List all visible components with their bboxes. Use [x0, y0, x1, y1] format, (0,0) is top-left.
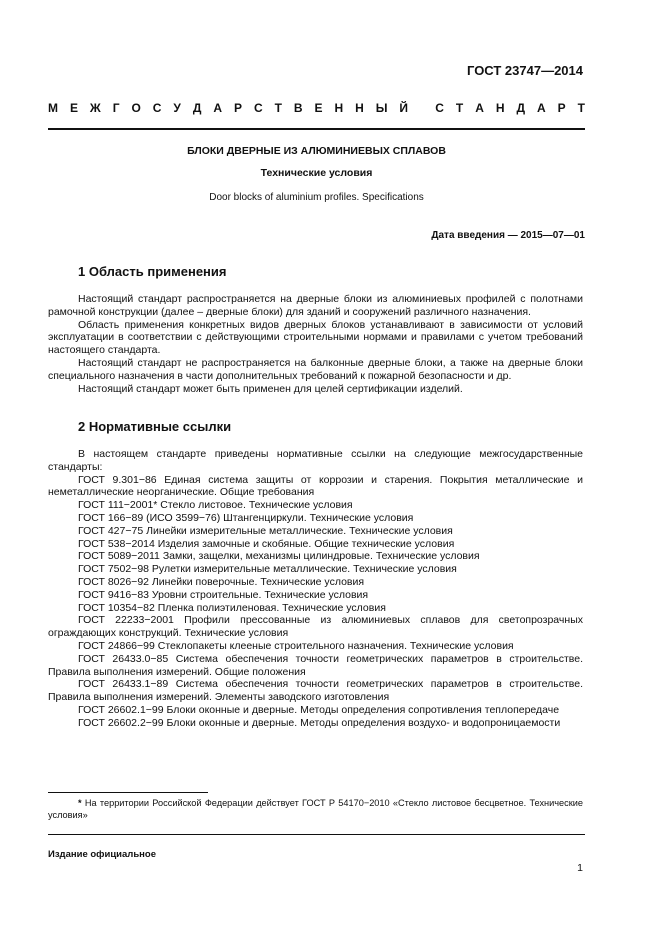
banner-letter: Т [577, 101, 585, 115]
document-code: ГОСТ 23747—2014 [467, 63, 583, 78]
reference-item: ГОСТ 8026−92 Линейки поверочные. Технические условия [78, 575, 365, 588]
banner-letter: Р [233, 101, 242, 115]
reference-item: ГОСТ 111−2001* Стекло листовое. Технические условия [78, 499, 353, 512]
footnote-text: На территории Российской Федерации действует ГОСТ Р 54170−2010 «Стекло листовое бесцветное. Технические условия» [48, 798, 583, 820]
reference-item: ГОСТ 22233−2001 Профили прессованные из алюминиевых сплавов для светопрозрачных ограждающих конструкций. Технические условия [48, 614, 583, 640]
paragraph: Настоящий стандарт не распространяется на балконные дверные блоки, а также на дверные блоки специального назначения в части дополнительных требований к пожарной безопасности и др. [48, 356, 583, 382]
section-2-heading: 2 Нормативные ссылки [78, 419, 232, 434]
banner-letter: Р [557, 101, 566, 115]
banner-letter: С [435, 101, 444, 115]
paragraph: Настоящий стандарт распространяется на дверные блоки из алюминиевых профилей с полотнами рамочной конструкции (далее – дверные блоки) для зданий и сооружений различного назначения. [48, 293, 583, 318]
banner-letter: Т [455, 101, 464, 115]
paragraph: Область применения конкретных видов дверных блоков устанавливают в зависимости от условий эксплуатации в соответствии с действующими строительными нормами и правилами с учетом требований настоящего стандарта. [48, 318, 583, 357]
section-2-body [48, 448, 583, 730]
section-1-heading: 1 Область применения [78, 264, 227, 279]
banner-letter: М [48, 101, 58, 115]
banner-letter: Н [355, 101, 364, 115]
document-title-english: Door blocks of aluminium profiles. Specifications [209, 192, 424, 203]
reference-item: ГОСТ 427−75 Линейки измерительные металлические. Технические условия [78, 524, 453, 537]
banner-letter: Й [399, 101, 409, 115]
banner-letter: Ж [89, 101, 101, 115]
reference-item: ГОСТ 7502−98 Рулетки измерительные металлические. Технические условия [78, 563, 457, 576]
banner-letter: Д [516, 101, 526, 115]
banner-letter: А [213, 101, 223, 115]
reference-item: ГОСТ 10354−82 Пленка полиэтиленовая. Технические условия [78, 601, 386, 614]
banner-letter: Т [274, 101, 282, 115]
reference-item: ГОСТ 26433.1−89 Система обеспечения точности геометрических параметров в строительстве. Правила выполнения измерений. Элементы заводского изготовления [48, 678, 583, 704]
banner-letter: Е [314, 101, 323, 115]
document-subtitle: Технические условия [260, 167, 373, 179]
banner-letter: Е [69, 101, 78, 115]
introduction-date: Дата введения — 2015—07—01 [431, 230, 585, 241]
banner-letter: С [152, 101, 162, 115]
section-1-body [48, 293, 583, 395]
footer-divider [48, 834, 585, 835]
banner-letter: Ы [375, 101, 388, 115]
paragraph: Настоящий стандарт может быть применен для целей сертификации изделий. [78, 382, 463, 395]
edition-label: Издание официальное [48, 849, 156, 860]
header-divider [48, 128, 585, 130]
banner-letter: А [475, 101, 484, 115]
banner-letter: Г [112, 101, 120, 115]
footnote-divider [48, 792, 208, 793]
reference-item: ГОСТ 5089−2011 Замки, защелки, механизмы цилиндровые. Технические условия [78, 550, 480, 563]
interstate-standard-banner [48, 101, 585, 115]
document-title: БЛОКИ ДВЕРНЫЕ ИЗ АЛЮМИНИЕВЫХ СПЛАВОВ [187, 145, 446, 157]
reference-item: ГОСТ 26602.2−99 Блоки оконные и дверные. Методы определения воздухо- и водопроницаемости [78, 716, 561, 729]
footnote-mark: * [78, 798, 82, 808]
reference-item: ГОСТ 24866−99 Стеклопакеты клееные строительного назначения. Технические условия [78, 639, 514, 652]
reference-item: ГОСТ 538−2014 Изделия замочные и скобяные. Общие технические условия [78, 537, 455, 550]
banner-letter: Н [495, 101, 505, 115]
banner-letter: О [131, 101, 141, 115]
banner-letter: А [536, 101, 546, 115]
reference-item: ГОСТ 9416−83 Уровни строительные. Технические условия [78, 588, 369, 601]
banner-letter: Н [334, 101, 344, 115]
page-number: 1 [577, 862, 583, 874]
banner-letter: У [173, 101, 181, 115]
footnote [48, 797, 583, 821]
banner-letter: В [293, 101, 303, 115]
reference-item: ГОСТ 166−89 (ИСО 3599−76) Штангенциркули. Технические условия [78, 511, 414, 524]
paragraph: В настоящем стандарте приведены нормативные ссылки на следующие межгосударственные стандарты: [48, 448, 583, 473]
reference-item: ГОСТ 26602.1−99 Блоки оконные и дверные. Методы определения сопротивления теплопередаче [78, 703, 560, 716]
reference-item: ГОСТ 26433.0−85 Система обеспечения точности геометрических параметров в строительстве. Правила выполнения измерений. Общие положения [48, 652, 583, 678]
banner-letter: Д [192, 101, 202, 115]
banner-letter [420, 101, 423, 115]
banner-letter: С [253, 101, 263, 115]
reference-item: ГОСТ 9.301−86 Единая система защиты от коррозии и старения. Покрытия металлические и неметаллические неорганические. Общие требования [48, 473, 583, 499]
